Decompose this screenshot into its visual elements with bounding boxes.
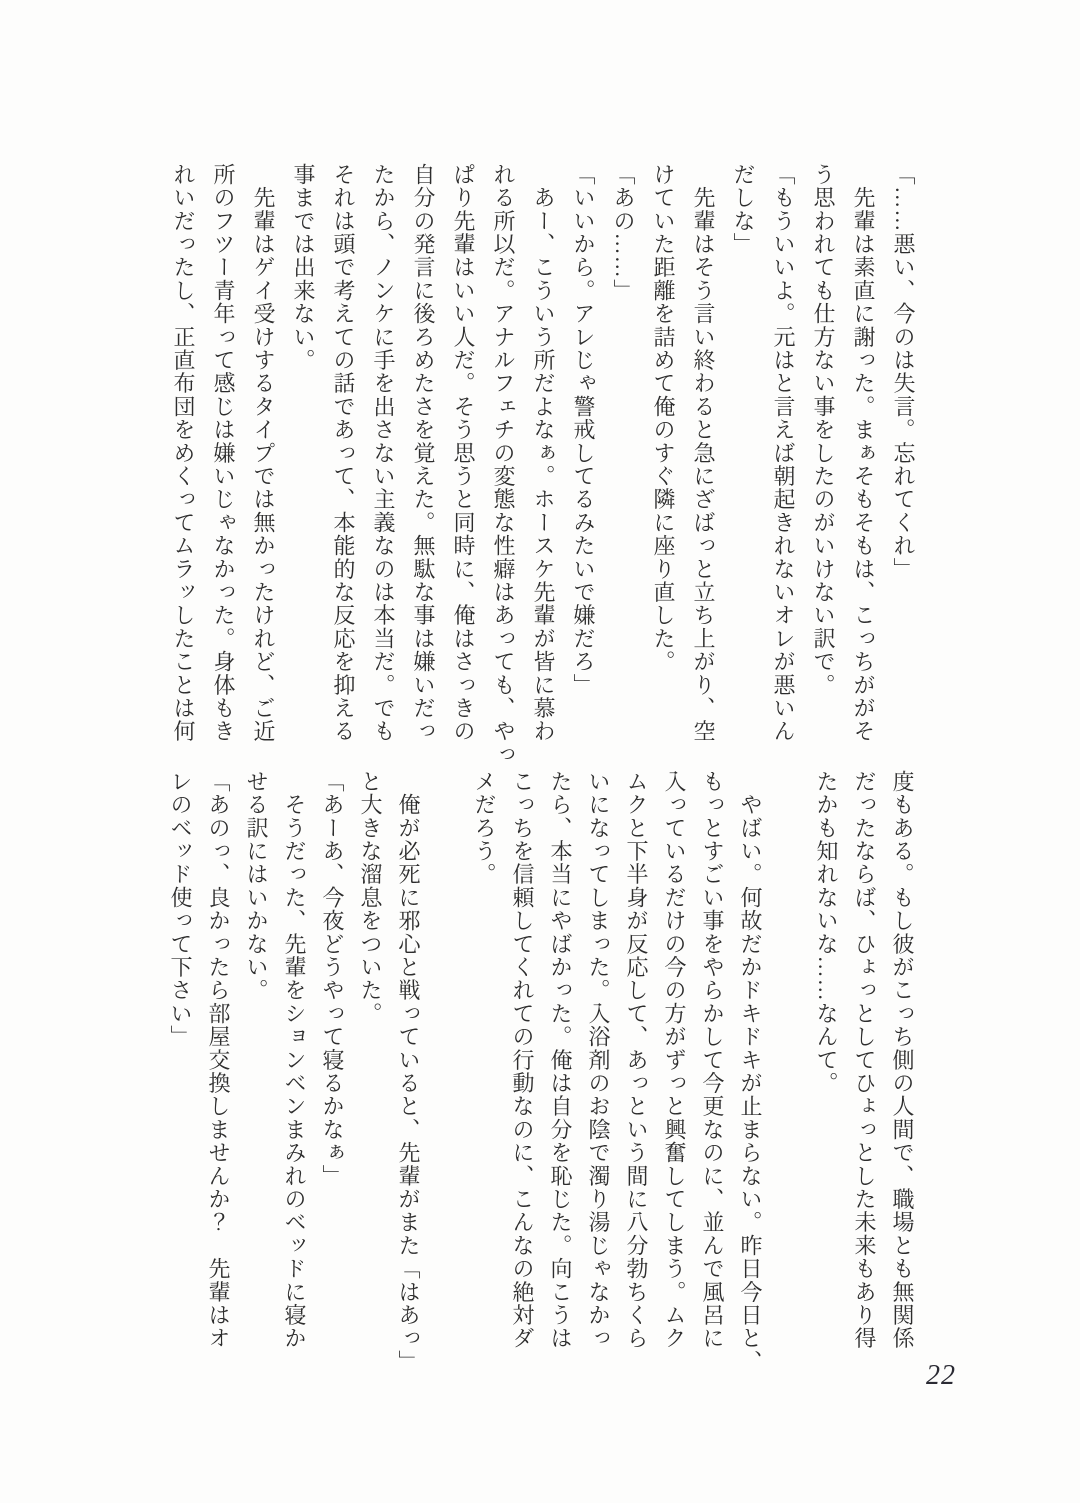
text-column: 「いいから。アレじゃ警戒してるみたいで嫌だろ」 bbox=[571, 163, 596, 697]
text-column: 「……悪い、今のは失言。忘れてくれ」 bbox=[891, 163, 916, 581]
text-column: 「あーあ、今夜どうやって寝るかなぁ」 bbox=[320, 770, 345, 1188]
text-block-bottom bbox=[161, 770, 921, 1385]
text-column: 度もある。もし彼がこっち側の人間で、職場とも無関係 bbox=[890, 770, 915, 1350]
text-column: れいだったし、正直布団をめくってムラッしたことは何 bbox=[171, 163, 196, 743]
text-column: 俺が必死に邪心と戦っていると、先輩がまた「はあっ」 bbox=[396, 770, 421, 1374]
text-column: それは頭で考えての話であって、本能的な反応を抑える bbox=[331, 163, 356, 743]
text-column: せる訳にはいかない。 bbox=[244, 770, 269, 1002]
text-column: メだろう。 bbox=[472, 770, 497, 886]
text-column: だしな」 bbox=[731, 163, 756, 256]
text-column: そうだった、先輩をションベンまみれのベッドに寝か bbox=[282, 770, 307, 1350]
text-column: やばい。何故だかドキドキが止まらない。昨日今日と、 bbox=[738, 770, 763, 1374]
text-column: たから、ノンケに手を出さない主義なのは本当だ。でも bbox=[371, 163, 396, 743]
text-column: ムクと下半身が反応して、あっという間に八分勃ちくら bbox=[624, 770, 649, 1350]
text-column: 先輩はそう言い終わると急にざばっと立ち上がり、空 bbox=[691, 163, 716, 743]
text-column: と大きな溜息をついた。 bbox=[358, 770, 383, 1026]
text-column: もっとすごい事をやらかして今更なのに、並んで風呂に bbox=[700, 770, 725, 1350]
text-column: たかも知れないな……なんて。 bbox=[814, 770, 839, 1095]
text-column: レのベッド使って下さい」 bbox=[168, 770, 193, 1049]
text-column: いになってしまった。入浴剤のお陰で濁り湯じゃなかっ bbox=[586, 770, 611, 1350]
text-column: 入っているだけの今の方がずっと興奮してしまう。ムク bbox=[662, 770, 687, 1350]
page-number: 22 bbox=[926, 1360, 956, 1391]
text-column: 「あの……」 bbox=[611, 163, 636, 303]
text-column: たら、本当にやばかった。俺は自分を恥じた。向こうは bbox=[548, 770, 573, 1350]
text-column: 先輩はゲイ受けするタイプでは無かったけれど、ご近 bbox=[251, 163, 276, 743]
text-column: あー、こういう所だよなぁ。ホースケ先輩が皆に慕わ bbox=[531, 163, 556, 743]
text-column: けていた距離を詰めて俺のすぐ隣に座り直した。 bbox=[651, 163, 676, 674]
text-column: 自分の発言に後ろめたさを覚えた。無駄な事は嫌いだっ bbox=[411, 163, 436, 743]
text-column: 所のフツー青年って感じは嫌いじゃなかった。身体もき bbox=[211, 163, 236, 743]
paragraph-gap-column bbox=[427, 770, 465, 1385]
paragraph-gap-column bbox=[769, 770, 807, 1385]
text-column: れる所以だ。アナルフェチの変態な性癖はあっても、やっ bbox=[491, 163, 516, 767]
text-column: 「もういいよ。元はと言えば朝起きれないオレが悪いん bbox=[771, 163, 796, 743]
text-column: だったならば、ひょっとしてひょっとした未来もあり得 bbox=[852, 770, 877, 1350]
text-column: 事までは出来ない。 bbox=[291, 163, 316, 372]
text-column: 「あのっ、良かったら部屋交換しませんか？ 先輩はオ bbox=[206, 770, 231, 1350]
text-column: 先輩は素直に謝った。まぁそもそもは、こっちががそ bbox=[851, 163, 876, 743]
text-column: ぱり先輩はいい人だ。そう思うと同時に、俺はさっきの bbox=[451, 163, 476, 743]
text-block-top bbox=[163, 163, 923, 778]
text-column: う思われても仕方ない事をしたのがいけない訳で。 bbox=[811, 163, 836, 697]
text-column: こっちを信頼してくれての行動なのに、こんなの絶対ダ bbox=[510, 770, 535, 1350]
